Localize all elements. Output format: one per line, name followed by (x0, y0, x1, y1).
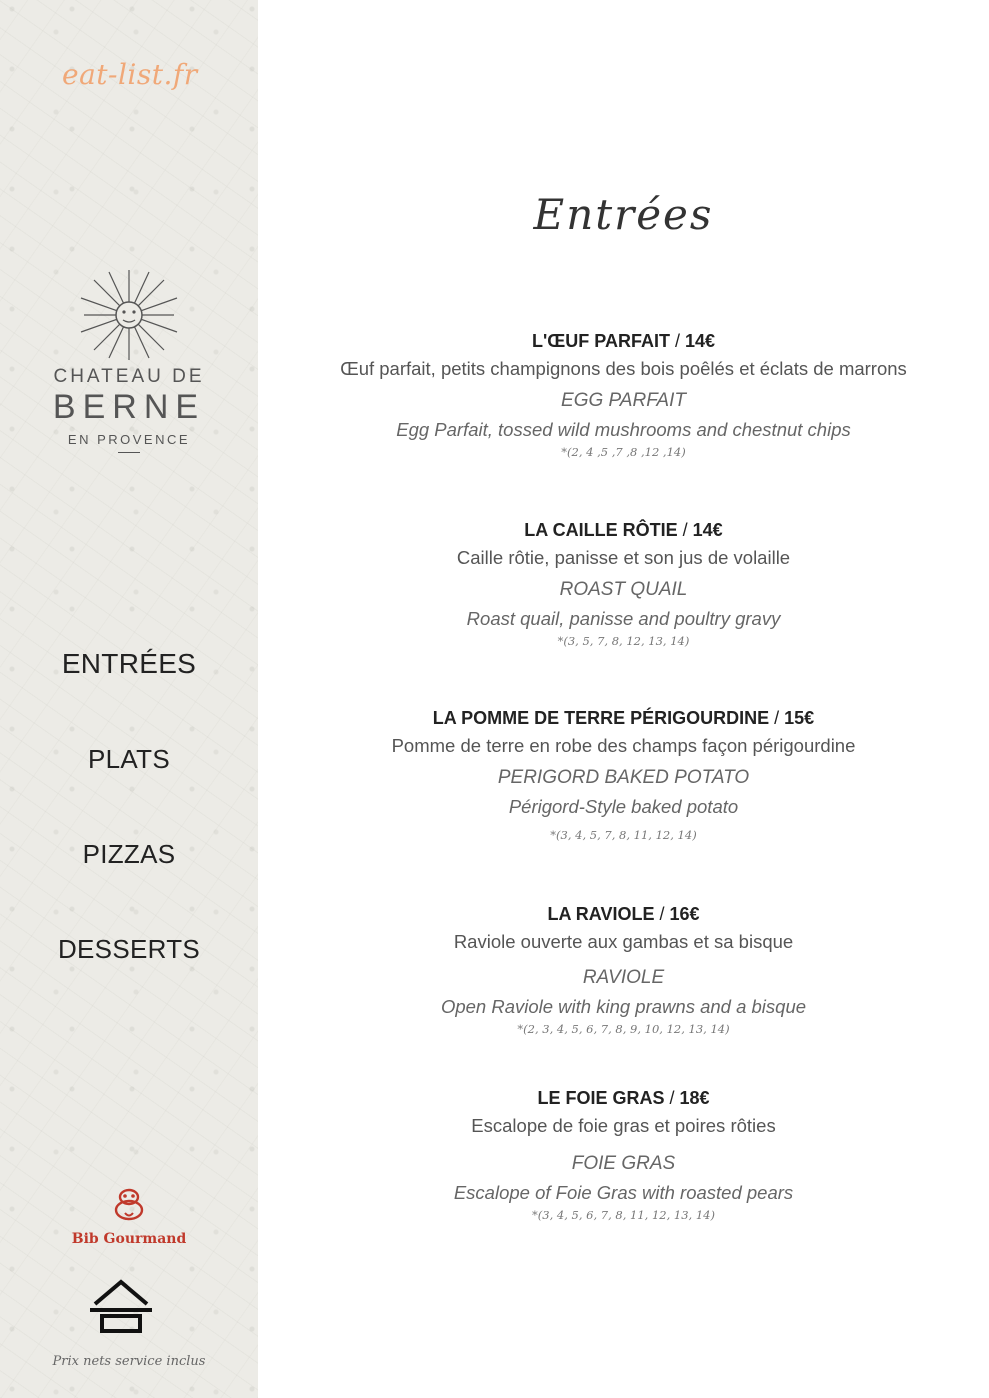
watermark: eat-list.fr (62, 58, 198, 91)
menu-nav (0, 640, 258, 1020)
brand-rule (118, 452, 140, 453)
brand-line2: BERNE (52, 388, 206, 426)
dish-description-fr: Raviole ouverte aux gambas et sa bisque (453, 931, 794, 952)
dish-price: 14€ (692, 520, 723, 540)
dish-name-en: RAVIOLE (582, 967, 665, 988)
nav-item-plats[interactable]: PLATS (88, 744, 170, 774)
dish-name-en: EGG PARFAIT (561, 390, 686, 411)
house-pan-icon (90, 1278, 152, 1334)
menu-content (258, 0, 989, 1398)
brand-line1: CHATEAU DE (53, 366, 205, 387)
section-title: Entrées (533, 190, 714, 239)
dish-price: 14€ (684, 331, 715, 351)
dish-name-en: ROAST QUAIL (559, 579, 688, 600)
dish-name: LA RAVIOLE (547, 904, 655, 924)
dish-allergens: *(3, 5, 7, 8, 12, 13, 14) (557, 634, 690, 648)
sun-emblem-icon (79, 270, 179, 360)
bib-gourmand-label: Bib Gourmand (71, 1231, 187, 1247)
sidebar (0, 0, 258, 1398)
price-note: Prix nets service inclus (52, 1354, 206, 1369)
nav-item-entrees[interactable]: ENTRÉES (61, 648, 197, 679)
dish-allergens: *(2, 4 ,5 ,7 ,8 ,12 ,14) (561, 445, 686, 459)
dish-description-fr: Escalope de foie gras et poires rôties (471, 1115, 776, 1136)
dish-allergens: *(3, 4, 5, 7, 8, 11, 12, 14) (550, 828, 697, 842)
dish-description-fr: Œuf parfait, petits champignons des bois poêlés et éclats de marrons (340, 358, 907, 379)
dish-price: 16€ (669, 904, 700, 924)
nav-item-desserts[interactable]: DESSERTS (57, 934, 201, 964)
dish-description-en: Roast quail, panisse and poultry gravy (466, 608, 781, 629)
dish-allergens: *(3, 4, 5, 6, 7, 8, 11, 12, 13, 14) (532, 1208, 715, 1222)
dish-description-en: Open Raviole with king prawns and a bisque (440, 996, 807, 1017)
dish-item: LA RAVIOLE / 16€ Raviole ouverte aux gambas et sa bisque RAVIOLE Open Raviole with king prawns and a bisque *(2, 3, 4, 5, 6, 7, 8, 9, 10, 12, 13, 14) (258, 901, 989, 1037)
bib-gourmand-badge (0, 1185, 258, 1247)
dish-price: 18€ (679, 1088, 710, 1108)
dish-item: LA CAILLE RÔTIE / 14€ Caille rôtie, panisse et son jus de volaille ROAST QUAIL Roast quail, panisse and poultry gravy *(3, 5, 7, 8, 12, 13, 14) (258, 517, 989, 649)
dish-description-fr: Pomme de terre en robe des champs façon périgourdine (391, 735, 856, 756)
dish-name: LE FOIE GRAS (537, 1088, 665, 1108)
dish-name: L'ŒUF PARFAIT (532, 331, 670, 351)
bibendum-icon (109, 1185, 149, 1225)
dish-name: LA POMME DE TERRE PÉRIGOURDINE (432, 708, 770, 728)
dish-name: LA CAILLE RÔTIE (524, 520, 678, 540)
fait-maison-logo (90, 1278, 152, 1338)
dish-item: LE FOIE GRAS / 18€ Escalope de foie gras et poires rôties FOIE GRAS Escalope of Foie Gras with roasted pears *(3, 4, 5, 6, 7, 8, 11, 12, 13, 14) (258, 1085, 989, 1223)
nav-item-pizzas[interactable]: PIZZAS (82, 839, 176, 869)
dish-name-en: FOIE GRAS (571, 1153, 676, 1174)
dish-item: LA POMME DE TERRE PÉRIGOURDINE / 15€ Pomme de terre en robe des champs façon périgourdine PERIGORD BAKED POTATO Périgord-Style baked potato *(3, 4, 5, 7, 8, 11, 12, 14) (258, 705, 989, 843)
dish-item: L'ŒUF PARFAIT / 14€ Œuf parfait, petits champignons des bois poêlés et éclats de marrons EGG PARFAIT Egg Parfait, tossed wild mushrooms and chestnut chips *(2, 4 ,5 ,7 ,8 ,12 ,14) (258, 328, 989, 460)
dish-description-fr: Caille rôtie, panisse et son jus de volaille (456, 547, 791, 568)
brand-logo (0, 270, 258, 453)
dish-description-en: Egg Parfait, tossed wild mushrooms and chestnut chips (396, 419, 851, 440)
brand-line3: EN PROVENCE (67, 432, 191, 447)
dish-description-en: Escalope of Foie Gras with roasted pears (453, 1182, 794, 1203)
dish-name-en: PERIGORD BAKED POTATO (497, 767, 750, 788)
dish-allergens: *(2, 3, 4, 5, 6, 7, 8, 9, 10, 12, 13, 14) (517, 1022, 730, 1036)
dish-description-en: Périgord-Style baked potato (508, 796, 739, 817)
dish-price: 15€ (784, 708, 815, 728)
